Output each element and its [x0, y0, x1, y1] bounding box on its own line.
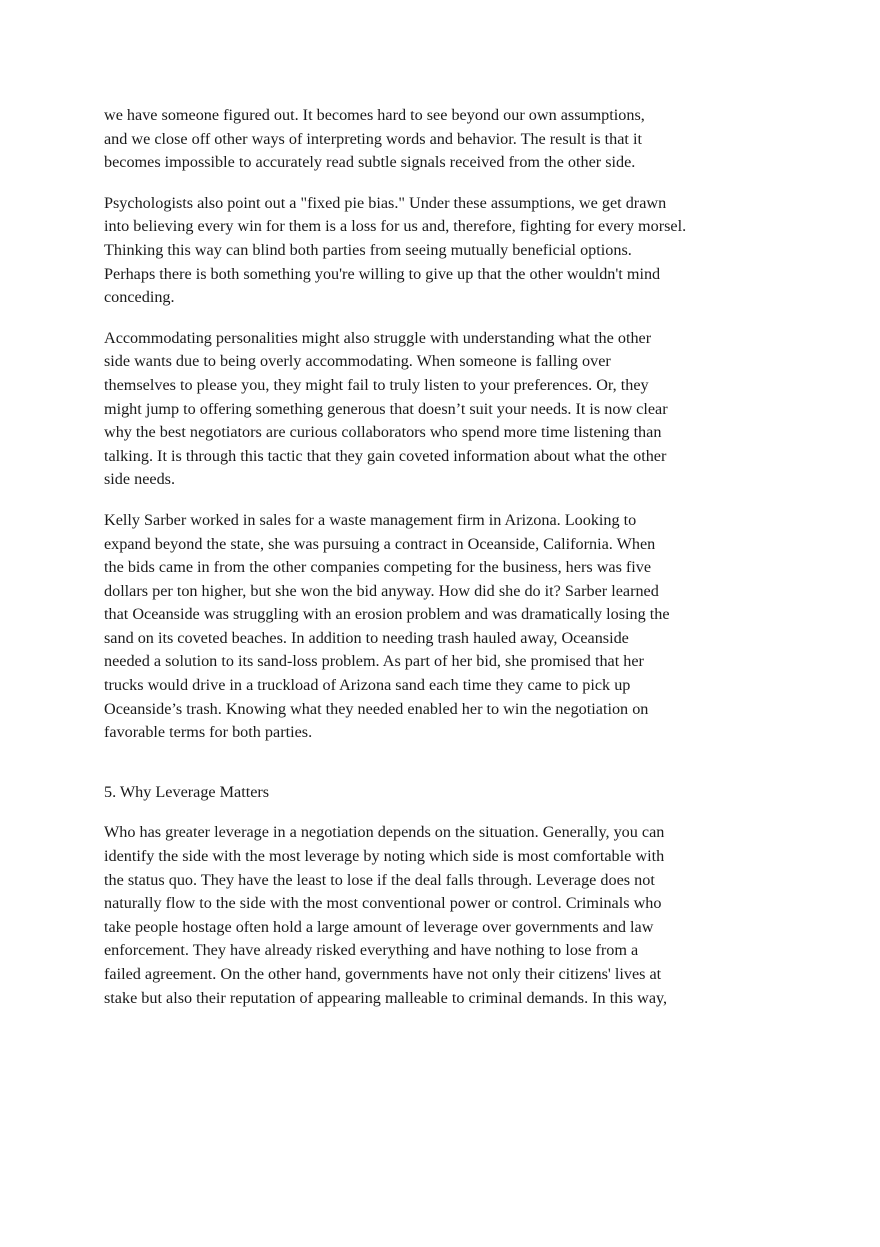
text-line: enforcement. They have already risked everything and have nothing to lose from a — [104, 941, 639, 960]
text-line: favorable terms for both parties. — [104, 723, 313, 742]
text-line: failed agreement. On the other hand, governments have not only their citizens' lives at — [104, 965, 662, 983]
text-line: expand beyond the state, she was pursuing a contract in Oceanside, California. When — [104, 534, 656, 553]
text-line: take people hostage often hold a large amount of leverage over governments and law — [104, 917, 654, 936]
text-line: and we close off other ways of interpreting words and behavior. The result is that it — [104, 129, 642, 148]
text-line: Who has greater leverage in a negotiation depends on the situation. Generally, you can — [104, 823, 665, 842]
page-body — [104, 104, 736, 1027]
text-line: Thinking this way can blind both parties from seeing mutually beneficial options. — [104, 240, 632, 259]
text-line: that Oceanside was struggling with an erosion problem and was dramatically losing the — [104, 605, 670, 624]
text-line: trucks would drive in a truckload of Arizona sand each time they came to pick up — [104, 676, 631, 695]
text-line: side needs. — [104, 470, 176, 489]
text-line: stake but also their reputation of appearing malleable to criminal demands. In this way, — [104, 988, 668, 1007]
text-line: talking. It is through this tactic that they gain coveted information about what the other — [104, 446, 667, 465]
text-line: we have someone figured out. It becomes hard to see beyond our own assumptions, — [104, 106, 645, 124]
paragraph-kelly-sarber — [104, 509, 736, 745]
paragraph-accommodating — [104, 327, 736, 492]
paragraph-fixed-pie-bias — [104, 192, 736, 310]
text-line: Kelly Sarber worked in sales for a waste management firm in Arizona. Looking to — [104, 510, 637, 529]
text-line: dollars per ton higher, but she won the bid anyway. How did she do it? Sarber learned — [104, 581, 659, 600]
text-line: becomes impossible to accurately read subtle signals received from the other side. — [104, 153, 636, 172]
text-line: why the best negotiators are curious collaborators who spend more time listening than — [104, 423, 662, 442]
paragraph-leverage — [104, 821, 736, 1010]
text-line: the bids came in from the other companies competing for the business, hers was five — [104, 558, 652, 577]
text-line: Accommodating personalities might also struggle with understanding what the other — [104, 328, 652, 347]
text-line: conceding. — [104, 288, 175, 307]
section-heading: 5. Why Leverage Matters — [104, 782, 270, 801]
paragraph-assumptions — [104, 104, 736, 175]
text-line: needed a solution to its sand-loss problem. As part of her bid, she promised that her — [104, 652, 644, 671]
text-line: Perhaps there is both something you're willing to give up that the other wouldn't mind — [104, 264, 661, 283]
text-line: sand on its coveted beaches. In addition to needing trash hauled away, Oceanside — [104, 628, 629, 647]
text-line: side wants due to being overly accommodating. When someone is falling over — [104, 352, 611, 371]
text-line: identify the side with the most leverage by noting which side is most comfortable with — [104, 847, 665, 866]
text-line: Oceanside’s trash. Knowing what they needed enabled her to win the negotiation on — [104, 699, 649, 718]
text-line: naturally flow to the side with the most conventional power or control. Criminals who — [104, 894, 662, 913]
text-line: Psychologists also point out a "fixed pie bias." Under these assumptions, we get drawn — [104, 193, 667, 212]
text-line: themselves to please you, they might fail to truly listen to your preferences. Or, they — [104, 375, 649, 394]
text-line: the status quo. They have the least to lose if the deal falls through. Leverage does not — [104, 870, 655, 889]
text-line: might jump to offering something generous that doesn’t suit your needs. It is now clear — [104, 399, 668, 418]
text-line: into believing every win for them is a loss for us and, therefore, fighting for every morsel. — [104, 217, 687, 236]
